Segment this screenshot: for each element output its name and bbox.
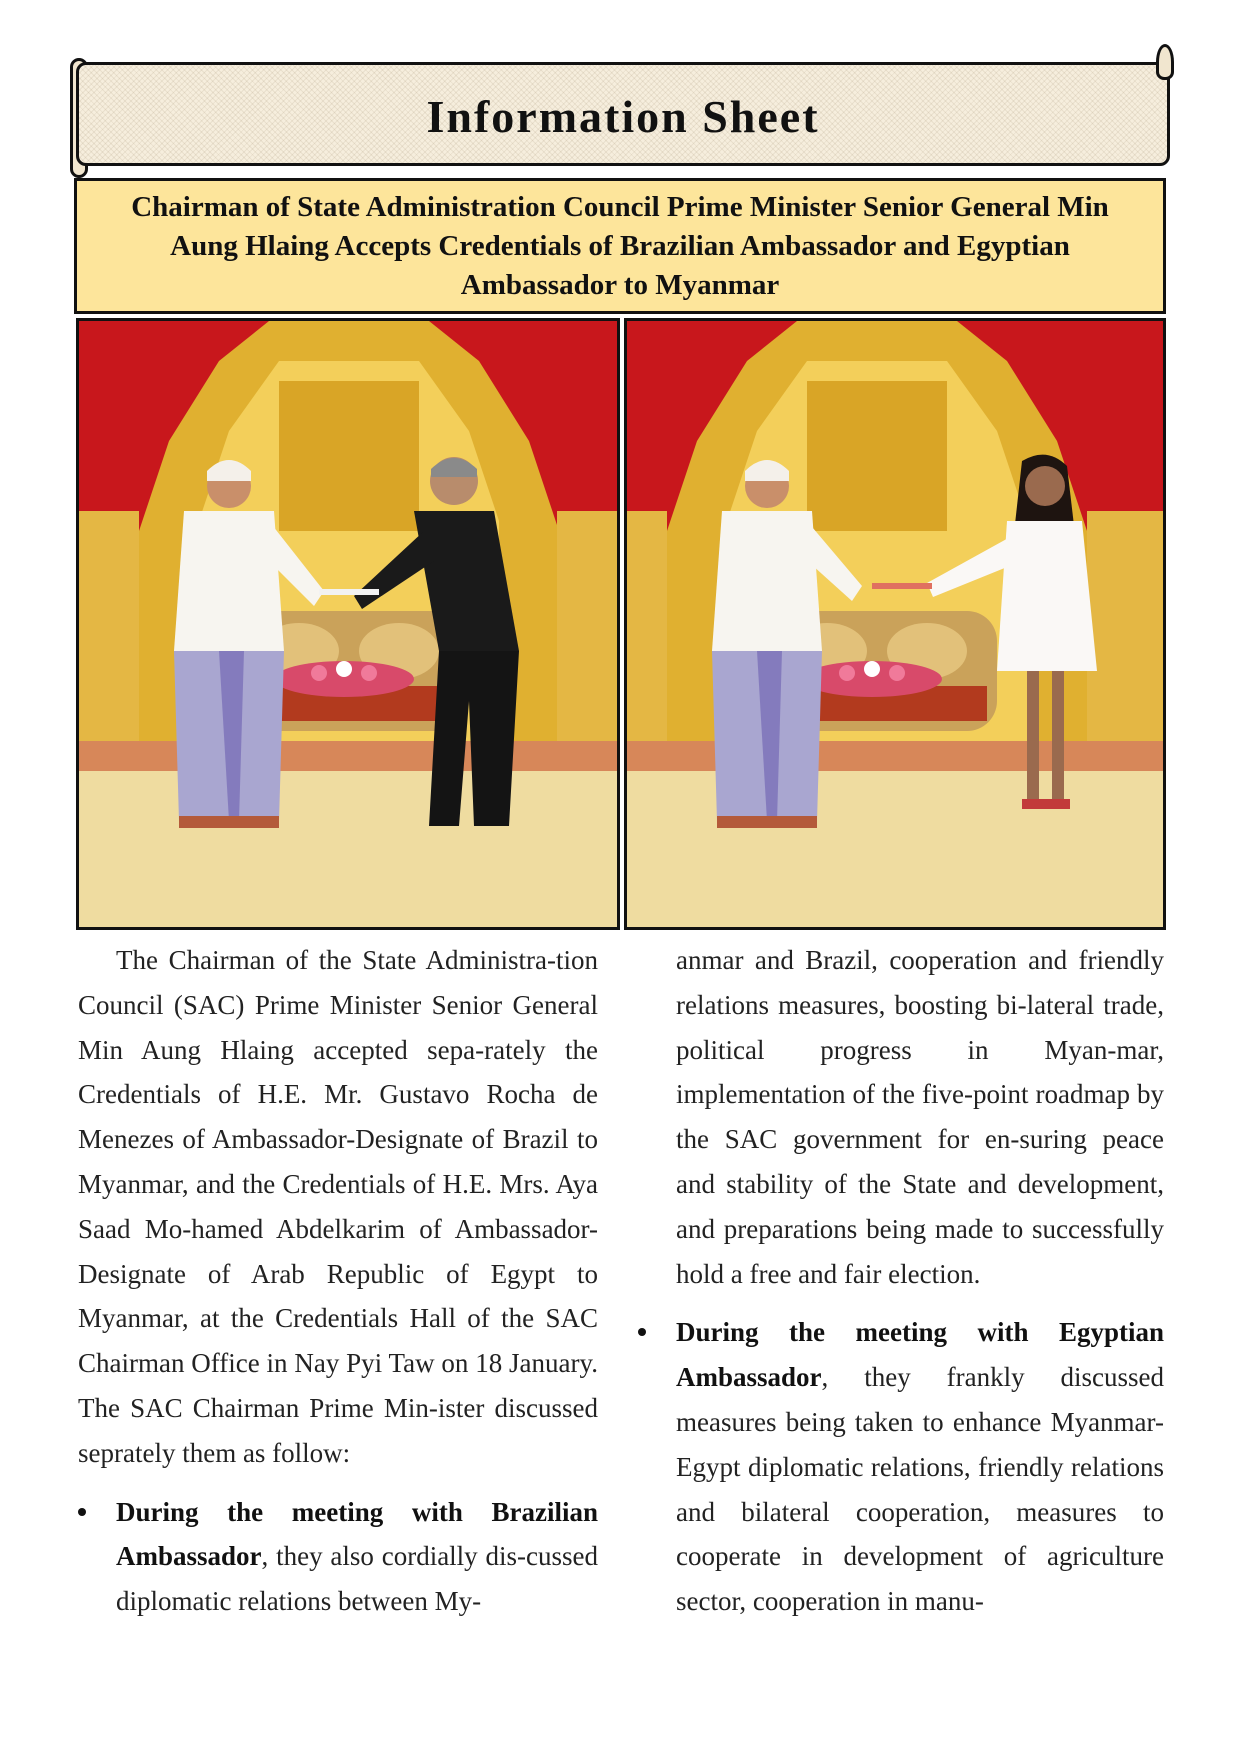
title-banner xyxy=(76,62,1170,166)
bullet-brazil-text-start: , they also cordially dis-cussed diplomatic relations between My- xyxy=(116,1541,598,1617)
headline-box xyxy=(74,178,1166,314)
bullet-brazil-continuation: anmar and Brazil, cooperation and friendly relations measures, boosting bi-lateral trade, political progress in Myan-mar, implementation of the five-point roadmap by the SAC government for en-suring peace and stability of the State and development, and preparations being made to successfully hold a free and fair election. xyxy=(676,945,1164,1289)
text-column-right xyxy=(638,938,1164,1624)
bullet-dot xyxy=(638,1328,646,1336)
bullet-brazil xyxy=(78,1490,598,1624)
intro-paragraph: The Chairman of the State Administra-tion Council (SAC) Prime Minister Senior General Min Aung Hlaing accepted sepa-rately the Credentials of H.E. Mr. Gustavo Rocha de Menezes of Ambassador-Designate of Brazil to Myanmar, and the Credentials of H.E. Mrs. Aya Saad Mo-hamed Abdelkarim of Ambassador-Designate of Arab Republic of Egypt to Myanmar, at the Credentials Hall of the SAC Chairman Office in Nay Pyi Taw on 18 January. The SAC Chairman Prime Min-ister discussed seprately them as follow: xyxy=(78,945,598,1468)
photo-brazil-ambassador xyxy=(76,318,620,930)
bullet-egypt-lead: During the meeting with Egyptian Ambassador xyxy=(676,1317,1164,1393)
photo-egypt-image xyxy=(627,321,1163,927)
photo-brazil-image xyxy=(79,321,617,927)
scroll-curl-right xyxy=(1156,44,1174,80)
text-column-left xyxy=(78,938,598,1624)
bullet-brazil-lead: During the meeting with Brazilian Ambassador xyxy=(116,1496,598,1572)
page-title: Information Sheet xyxy=(426,90,820,142)
bullet-egypt-text: , they frankly discussed measures being taken to enhance Myanmar-Egypt diplomatic relations, friendly relations and bilateral cooperation, measures to cooperate in development of agriculture sector, cooperation in manu- xyxy=(676,1362,1164,1617)
headline: Chairman of State Administration Council Prime Minister Senior General Min Aung Hlaing Accepts Credentials of Brazilian Ambassador and Egyptian Ambassador to Myanmar xyxy=(131,190,1109,301)
photo-egypt-ambassador xyxy=(624,318,1166,930)
bullet-dot xyxy=(78,1508,86,1516)
bullet-egypt xyxy=(638,1310,1164,1624)
